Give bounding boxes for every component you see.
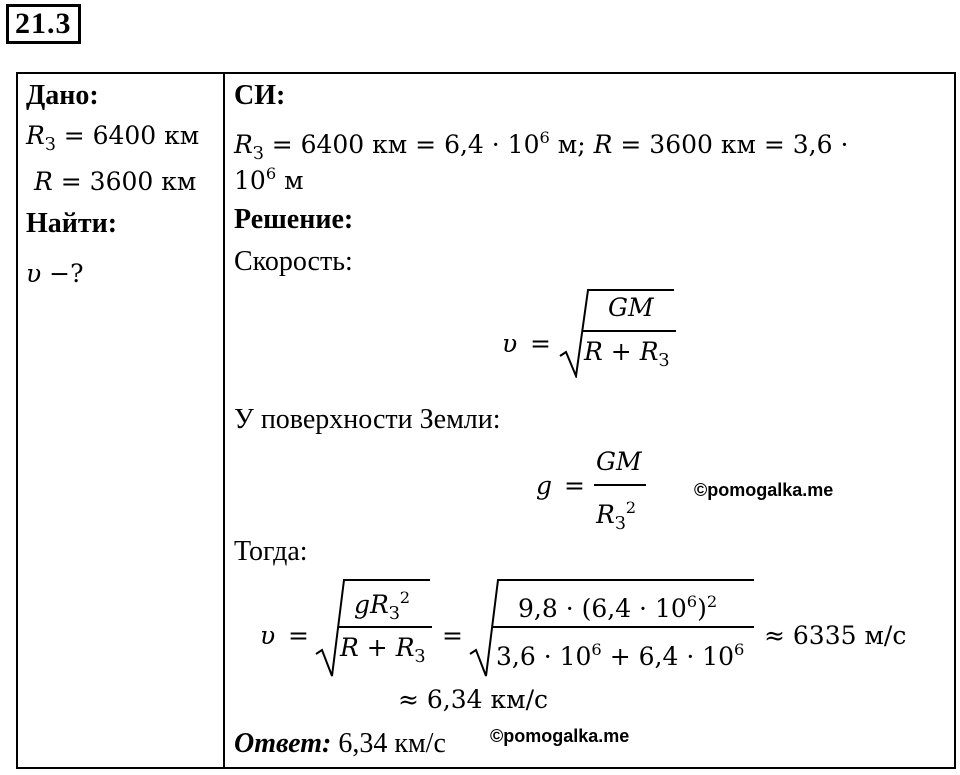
given-heading: Дано: [26,80,99,111]
surface-label: У поверхности Земли: [234,404,501,435]
si-heading: СИ: [234,80,286,111]
si-line-1: $R_З = 6400$ км = $6,4 \cdot 10^6$ м; R = 3600 км = 3,6 · [234,128,849,164]
watermark: ©pomogalka.me [694,480,834,500]
si-line-2: $10^6$ м [234,164,304,195]
answer: Ответ: 6,34 км/с [234,728,446,759]
solution-heading: Решение: [234,204,354,235]
given-r-earth: $R_З = 6400$ км [26,121,200,156]
find-value: υ −? [26,259,84,288]
column-divider [223,74,225,767]
find-heading: Найти: [26,208,118,239]
watermark-2: ©pomogalka.me [490,726,630,746]
then-label: Тогда: [234,536,308,567]
given-r: R = 3600 км [34,167,197,196]
speed-label: Скорость: [234,246,353,277]
solution-table: Дано: $R_З = 6400$ км R = 3600 км Найти: υ −? СИ: $R_З = 6400$ км = $6,4 \cdot 10^6$ м; R = 3600 км = 3,6 · $10^6$ м Решение: Скорость: υ = GM $R + R_З$ У поверхности Земли: g = GM $R_З^2$ ©pomogalka.me Тогда: υ = $gR_З^2$ $R + R_З$ = $9,8 \cdot (6,4 \cdot 10^6)^2$ $3,6 \cdot 10^6 + 6,4 \cdot 10^6$ ≈ 6335 м/с ≈ 6,34 км/с Ответ: 6,34 км/с ©pomogalka.me [16,72,956,769]
problem-number: 21.3 [6,4,81,44]
